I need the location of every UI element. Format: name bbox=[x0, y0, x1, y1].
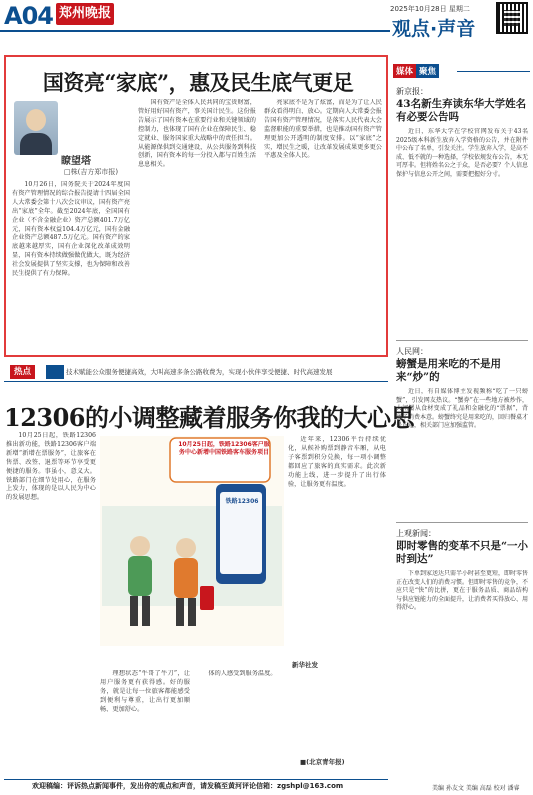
lead-article-column-2: 国有资产是全体人民共同的宝贵财富，管好用好国有资产，事关国计民生。这份报告展示了国有资本在重要行业和关键领域的控制力，也体现了国有企业在保障民生、稳定就业、服务国家重大战略中的责任担当。从能源保供到交通建设，从公共服务到科技创新，国有资本的每一分投入都与百姓生活息息相关。 bbox=[138, 99, 256, 169]
footer-bar bbox=[4, 779, 388, 793]
media-label-b: 聚焦 bbox=[416, 64, 439, 78]
section-title: 观点·声音 bbox=[392, 18, 476, 40]
media-focus-label bbox=[393, 64, 439, 77]
second-article-column-1: 10月25日起，铁路12306推出新功能，铁路12306客户端新增“新增在票服务”，让旅客在售票、改签、退票等环节享受更便捷的服务。事虽小，意义大。铁路部门在细节处用心，在服务上发力，体现的是以人民为中心的发展思想。 bbox=[6, 432, 96, 502]
media-article-body: 近日，东华大学在学校官网发布关于43名2025级本科新生放弃入学资格的公告，并在附件中公布了名单，引发关注。学生放弃入学，是高不成、低不就的一种选择，学校依规发布公告，本无可厚非。但将姓名公之于众，是否必要？个人信息保护与信息公开之间，需要把握好分寸。 bbox=[396, 128, 528, 178]
divider bbox=[396, 522, 528, 523]
source-label: 人民网： bbox=[396, 347, 428, 356]
source-label: 上观新闻： bbox=[396, 529, 436, 538]
illustration-badge-text: 10月25日起，铁路12306客户服务中心新增中国铁路客车服务项目 bbox=[178, 441, 270, 456]
hot-topic-rule bbox=[4, 381, 388, 382]
hot-topic-summary: 技术赋能公众服务便捷高效，大叫高速多条公路收费为，实现小伙伴享受便捷、时代高速发展 bbox=[66, 368, 333, 376]
lead-article-column-1: 10月26日，国务院关于2024年度国有资产管理情况的综合报告提请十四届全国人大常委会第十八次会议审议，国有资产亮出“家底”全年。截至2024年底，全国国有企业（不含金融企业）资产总额401.7万亿元，国有资本权益104.4万亿元，国有金融企业资产总额487.5万亿元。国有资产的家底越来越厚实，国有企业深化改革成效明显，国有资本持续做强做优做大，既为经济社会发展提供了坚实支撑，也为保障和改善民生提供了有力保障。 bbox=[12, 181, 130, 278]
page-number: A04 bbox=[4, 2, 53, 30]
media-article-body: 近日，有自媒体博主发视频称“吃了一只螃蟹”，引发网友热议。“蟹券”在一些地方被炒作，大闸蟹从食材变成了礼品和金融化的“票据”，背离了消费本意。螃蟹终究是用来吃的，回归餐桌才是正途，相关部门应加强监管。 bbox=[396, 388, 528, 430]
issue-date: 2025年10月28日 星期二 bbox=[390, 5, 470, 13]
media-article-body: 下单到家送达只需半小时甚至更短，即时零售正在改变人们的消费习惯。但即时零售的竞争，不应只是“快”的比拼，更在于服务品质、商品结构与供应链能力的全面提升，让消费者买得放心、用得舒心。 bbox=[396, 570, 528, 612]
media-label-a: 媒体 bbox=[393, 64, 416, 78]
author-unit: □株(吉方郑市报) bbox=[64, 168, 119, 176]
author-name: 瞭望塔 bbox=[61, 156, 91, 167]
qr-code-icon bbox=[496, 2, 528, 34]
author-portrait bbox=[14, 101, 58, 155]
second-article-column-4: 体的人感受到服务温度。 bbox=[208, 670, 277, 677]
second-article-column-2: 近年来，12306平台持续优化，从候补购票到静音车厢，从电子客票到积分兑换，每一项小调整都回应了旅客的真实需求。此次新功能上线，进一步提升了出行体验，让服务更有温度。 bbox=[288, 436, 386, 488]
second-article-title: 12306的小调整藏着服务你我的大心思 bbox=[4, 403, 414, 432]
illustration-phone-text: 铁路12306 bbox=[225, 498, 259, 505]
header-rule bbox=[0, 30, 390, 32]
illustration-credit: 新华社发 bbox=[292, 661, 318, 669]
lead-article-column-3: 亮家底不是为了炫富，而是为了让人民群众看得明白、放心。定期向人大常委会报告国有资产管理情况，是落实人民代表大会监督职能的重要举措，也是推动国有资产管理更加公开透明的制度安排。以“家底”之实，增民生之暖，让改革发展成果更多更公平惠及全体人民。 bbox=[264, 99, 382, 160]
second-article-column-3: 理想状态“牛哥了牛刀”，让用户服务更有获得感。好的服务，就是让每一位旅客都能感受到便利与尊重，让出行更加顺畅、更加舒心。 bbox=[100, 670, 190, 713]
submission-notice: 欢迎稿编：评诉热点新闻事件，发出你的观点和声音，请发稿至黄河评论信箱：zgshpl@163.com bbox=[32, 782, 344, 790]
footer-rule bbox=[4, 779, 388, 780]
source-label: 新京报： bbox=[396, 87, 428, 96]
second-article-source: ■(北京青年报) bbox=[300, 758, 345, 766]
media-rule bbox=[457, 71, 530, 72]
lead-article-title: 国资亮“家底”，惠及民生底气更足 bbox=[42, 70, 354, 95]
media-article-title: 43名新生弃读东华大学姓名有必要公告吗 bbox=[396, 98, 527, 123]
lead-article bbox=[4, 55, 388, 357]
divider bbox=[396, 340, 528, 341]
page-header bbox=[0, 0, 533, 42]
newspaper-logo: 郑州晚报 bbox=[56, 3, 114, 25]
hot-topic-tag-accent bbox=[46, 365, 64, 379]
hot-topic-bar bbox=[4, 365, 388, 379]
hot-topic-tag: 热点 bbox=[10, 365, 35, 379]
media-article-title: 即时零售的变革不只是“一小时到达” bbox=[396, 540, 529, 565]
editor-credits: 美编 孙友文 美编 高磊 校对 潘睿 bbox=[432, 785, 520, 792]
media-article-title: 螃蟹是用来吃的不是用来“炒”的 bbox=[396, 358, 501, 383]
